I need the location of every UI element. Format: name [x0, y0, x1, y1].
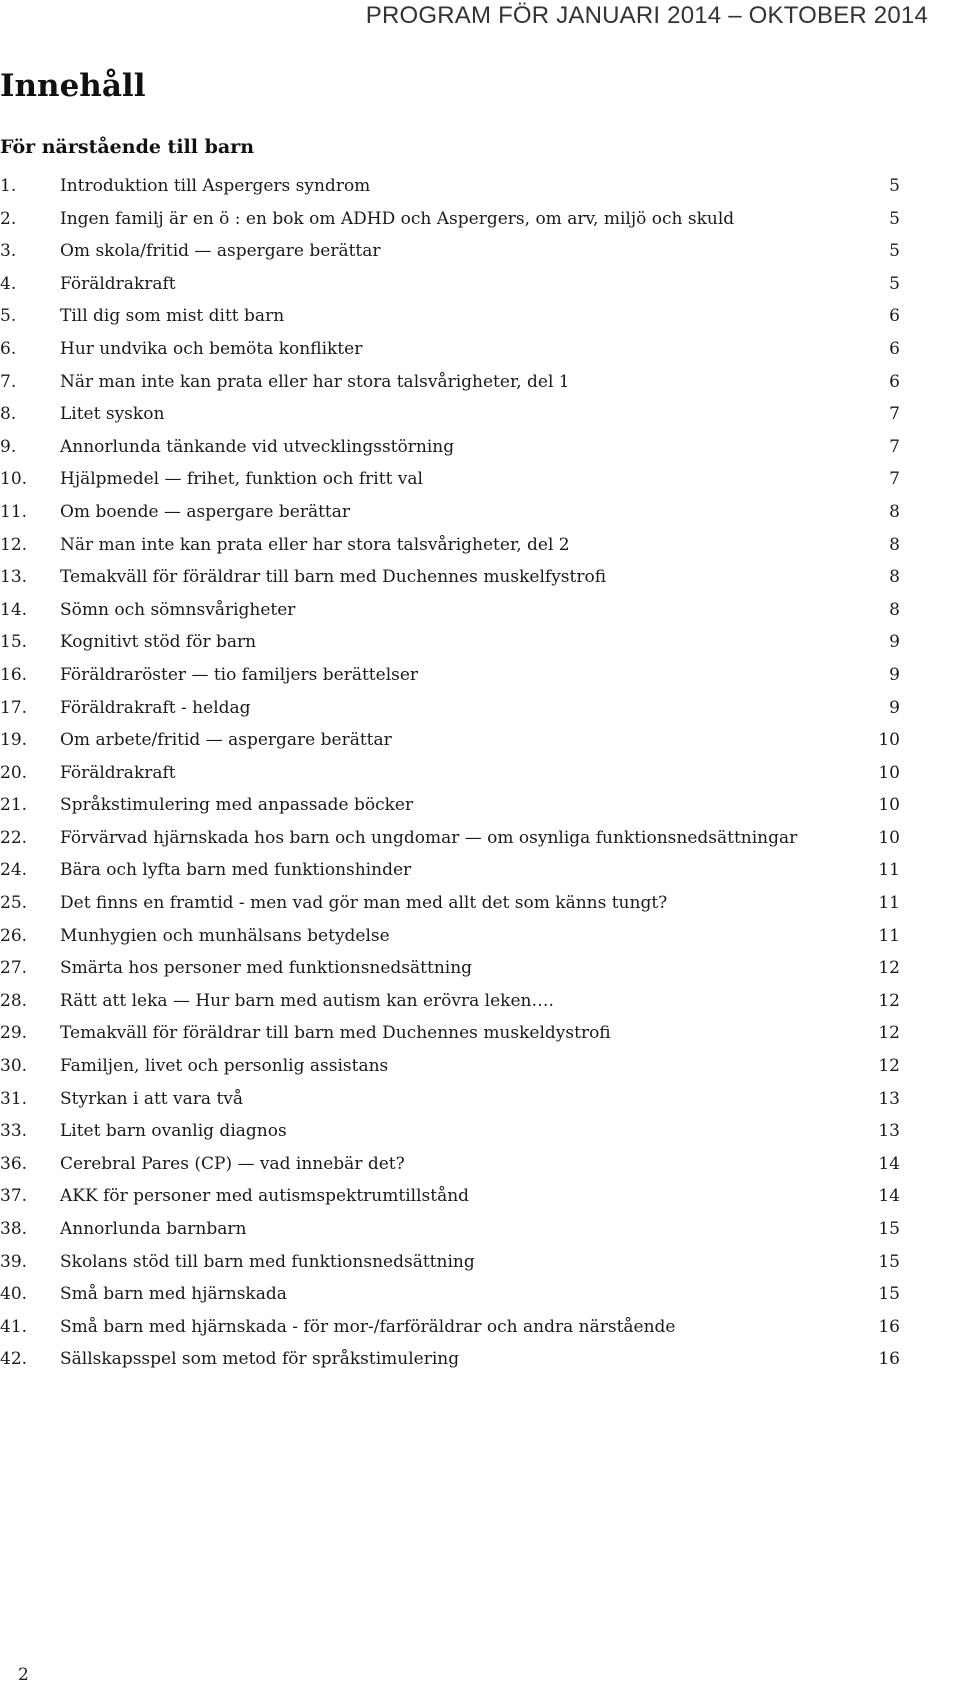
toc-entry-number: 10. — [0, 469, 28, 490]
toc-entry-title: Föräldrakraft — [60, 273, 176, 294]
toc-entry-page: 15 — [878, 1284, 900, 1305]
toc-entry-page: 5 — [889, 208, 900, 229]
toc-entry-page: 11 — [878, 925, 900, 946]
toc-entry[interactable] — [0, 203, 900, 236]
toc-entry-page: 14 — [878, 1153, 900, 1174]
toc-entry-title: Annorlunda barnbarn — [60, 1219, 247, 1239]
toc-entry-title: Sällskapsspel som metod för språkstimulering — [60, 1349, 460, 1370]
toc-entry[interactable] — [0, 1050, 900, 1083]
toc-entry-number: 3. — [0, 241, 17, 262]
toc-entry-number: 29. — [0, 1023, 28, 1044]
toc-entry-title: Litet barn ovanlig diagnos — [60, 1121, 287, 1142]
toc-entry-page: 12 — [878, 1023, 900, 1044]
toc-entry-title: Hur undvika och bemöta konflikter — [60, 338, 363, 359]
toc-entry-title: Sömn och sömnsvårigheter — [60, 599, 296, 620]
toc-entry-number: 9. — [0, 436, 17, 457]
toc-entry-page: 7 — [889, 436, 900, 457]
toc-entry-page: 5 — [889, 241, 900, 262]
toc-entry-title: Styrkan i att vara två — [60, 1088, 244, 1109]
toc-entry-title: Smärta hos personer med funktionsnedsättning — [60, 958, 473, 979]
toc-entry-page: 9 — [889, 697, 900, 718]
toc-entry[interactable] — [0, 920, 900, 953]
toc-entry[interactable] — [0, 268, 900, 301]
toc-entry[interactable] — [0, 398, 900, 431]
toc-entry-title: Temakväll för föräldrar till barn med Duchennes muskeldystrofi — [60, 1023, 611, 1044]
toc-entry-number: 17. — [0, 697, 28, 718]
toc-entry[interactable] — [0, 1213, 900, 1246]
toc-entry[interactable] — [0, 1343, 900, 1376]
toc-entry-title: Hjälpmedel — frihet, funktion och fritt val — [60, 469, 423, 490]
toc-entry-page: 5 — [889, 176, 900, 196]
toc-entry-number: 6. — [0, 338, 17, 359]
toc-entry-page: 15 — [878, 1219, 900, 1239]
toc-entry-page: 16 — [878, 1316, 900, 1337]
toc-entry-number: 13. — [0, 567, 28, 588]
toc-entry[interactable] — [0, 789, 900, 822]
toc-entry-number: 40. — [0, 1284, 28, 1305]
toc-entry-number: 24. — [0, 860, 28, 881]
toc-entry-page: 7 — [889, 404, 900, 425]
toc-entry-number: 41. — [0, 1316, 28, 1337]
toc-entry-title: Föräldraröster — tio familjers berättelser — [60, 664, 419, 685]
toc-entry[interactable] — [0, 1083, 900, 1116]
toc-entry-page: 11 — [878, 860, 900, 881]
toc-entry-title: Skolans stöd till barn med funktionsnedsättning — [60, 1251, 475, 1272]
toc-entry[interactable] — [0, 1278, 900, 1311]
toc-entry-number: 21. — [0, 795, 28, 816]
toc-entry-number: 38. — [0, 1219, 28, 1239]
toc-entry-page: 9 — [889, 664, 900, 685]
toc-entry[interactable] — [0, 431, 900, 464]
toc-entry-title: När man inte kan prata eller har stora talsvårigheter, del 2 — [60, 534, 570, 555]
toc-entry-page: 13 — [878, 1121, 900, 1142]
toc-entry-number: 16. — [0, 664, 28, 685]
toc-entry-number: 28. — [0, 990, 28, 1011]
toc-entry-title: Om boende — aspergare berättar — [60, 501, 351, 522]
toc-entry[interactable] — [0, 300, 900, 333]
toc-entry-title: Kognitivt stöd för barn — [60, 632, 257, 653]
toc-entry-page: 9 — [889, 632, 900, 653]
toc-entry-number: 22. — [0, 827, 28, 848]
toc-entry[interactable] — [0, 757, 900, 790]
toc-entry-number: 2. — [0, 208, 17, 229]
toc-entry-title: AKK för personer med autismspektrumtillstånd — [60, 1186, 470, 1207]
page-title: Innehåll — [0, 68, 146, 104]
toc-entry-title: Ingen familj är en ö : en bok om ADHD och Aspergers, om arv, miljö och skuld — [60, 208, 735, 229]
section-heading: För närstående till barn — [0, 136, 255, 158]
toc-entry-number: 5. — [0, 306, 17, 327]
toc-entry-number: 27. — [0, 958, 28, 979]
toc-entry-number: 15. — [0, 632, 28, 653]
toc-entry-page: 15 — [878, 1251, 900, 1272]
toc-entry-page: 14 — [878, 1186, 900, 1207]
toc-entry-number: 1. — [0, 176, 17, 196]
toc-entry[interactable] — [0, 887, 900, 920]
toc-entry[interactable] — [0, 1246, 900, 1279]
toc-entry-title: Cerebral Pares (CP) — vad innebär det? — [60, 1153, 405, 1174]
toc-entry-title: Temakväll för föräldrar till barn med Duchennes muskelfystrofi — [60, 567, 607, 588]
toc-entry-title: Föräldrakraft - heldag — [60, 697, 251, 718]
toc-entry-title: När man inte kan prata eller har stora talsvårigheter, del 1 — [60, 371, 570, 392]
toc-entry[interactable] — [0, 333, 900, 366]
toc-entry[interactable] — [0, 854, 900, 887]
toc-entry-title: Små barn med hjärnskada — [60, 1284, 287, 1305]
toc-entry-number: 26. — [0, 925, 28, 946]
toc-entry-page: 11 — [878, 893, 900, 914]
toc-entry-title: Familjen, livet och personlig assistans — [60, 1056, 389, 1077]
toc-entry-page: 7 — [889, 469, 900, 490]
page-number: 2 — [18, 1665, 29, 1685]
toc-entry-number: 25. — [0, 893, 28, 914]
toc-entry-title: Litet syskon — [60, 404, 165, 425]
toc-entry-number: 30. — [0, 1056, 28, 1077]
toc-entry[interactable] — [0, 1017, 900, 1050]
toc-entry[interactable] — [0, 822, 900, 855]
toc-entry[interactable] — [0, 952, 900, 985]
toc-entry-title: Om skola/fritid — aspergare berättar — [60, 241, 381, 262]
toc-entry-page: 5 — [889, 273, 900, 294]
toc-entry-page: 12 — [878, 1056, 900, 1077]
toc-entry-page: 8 — [889, 501, 900, 522]
toc-entry-number: 14. — [0, 599, 28, 620]
toc-entry-title: Om arbete/fritid — aspergare berättar — [60, 730, 392, 751]
toc-entry-page: 10 — [878, 730, 900, 751]
toc-entry-page: 6 — [889, 306, 900, 327]
toc-entry-page: 13 — [878, 1088, 900, 1109]
toc-entry[interactable] — [0, 561, 900, 594]
toc-entry-number: 36. — [0, 1153, 28, 1174]
toc-entry-title: Rätt att leka — Hur barn med autism kan erövra leken…. — [60, 990, 554, 1011]
toc-entry-page: 12 — [878, 990, 900, 1011]
toc-entry[interactable] — [0, 235, 900, 268]
toc-entry[interactable] — [0, 1180, 900, 1213]
toc-entry[interactable] — [0, 626, 900, 659]
toc-entry-number: 4. — [0, 273, 17, 294]
toc-entry[interactable] — [0, 1148, 900, 1181]
toc-entry-title: Små barn med hjärnskada - för mor-/farföräldrar och andra närstående — [60, 1316, 676, 1337]
toc-entry-title: Till dig som mist ditt barn — [60, 306, 285, 327]
toc-entry-page: 6 — [889, 371, 900, 392]
toc-entry[interactable] — [0, 594, 900, 627]
running-header: PROGRAM FÖR JANUARI 2014 – OKTOBER 2014 — [365, 2, 928, 29]
toc-entry-number: 20. — [0, 762, 28, 783]
toc-entry[interactable] — [0, 529, 900, 562]
toc-entry-title: Språkstimulering med anpassade böcker — [60, 795, 414, 816]
toc-entry-number: 37. — [0, 1186, 28, 1207]
table-of-contents — [0, 170, 900, 1376]
toc-entry[interactable] — [0, 1115, 900, 1148]
toc-entry[interactable] — [0, 170, 900, 203]
toc-entry-page: 8 — [889, 567, 900, 588]
toc-entry-number: 12. — [0, 534, 28, 555]
toc-entry-page: 8 — [889, 534, 900, 555]
toc-entry-number: 7. — [0, 371, 17, 392]
toc-entry[interactable] — [0, 985, 900, 1018]
toc-entry-number: 11. — [0, 501, 28, 522]
toc-entry[interactable] — [0, 724, 900, 757]
toc-entry-number: 42. — [0, 1349, 28, 1370]
toc-entry-page: 10 — [878, 795, 900, 816]
toc-entry-title: Introduktion till Aspergers syndrom — [60, 176, 371, 196]
toc-entry[interactable] — [0, 463, 900, 496]
toc-entry-title: Föräldrakraft — [60, 762, 176, 783]
toc-entry-title: Bära och lyfta barn med funktionshinder — [60, 860, 412, 881]
toc-entry-number: 33. — [0, 1121, 28, 1142]
toc-entry-page: 6 — [889, 338, 900, 359]
toc-entry-page: 10 — [878, 762, 900, 783]
toc-entry[interactable] — [0, 496, 900, 529]
toc-entry-page: 8 — [889, 599, 900, 620]
toc-entry-number: 8. — [0, 404, 17, 425]
toc-entry-title: Munhygien och munhälsans betydelse — [60, 925, 390, 946]
toc-entry[interactable] — [0, 659, 900, 692]
toc-entry-title: Annorlunda tänkande vid utvecklingsstörning — [60, 436, 455, 457]
toc-entry-title: Det finns en framtid - men vad gör man med allt det som känns tungt? — [60, 893, 668, 914]
toc-entry[interactable] — [0, 366, 900, 399]
toc-entry-page: 16 — [878, 1349, 900, 1370]
toc-entry[interactable] — [0, 692, 900, 725]
toc-entry-number: 19. — [0, 730, 28, 751]
toc-entry-page: 12 — [878, 958, 900, 979]
toc-entry-title: Förvärvad hjärnskada hos barn och ungdomar — om osynliga funktionsnedsättningar — [60, 827, 798, 848]
toc-entry-number: 31. — [0, 1088, 28, 1109]
toc-entry[interactable] — [0, 1311, 900, 1344]
toc-entry-page: 10 — [878, 827, 900, 848]
toc-entry-number: 39. — [0, 1251, 28, 1272]
